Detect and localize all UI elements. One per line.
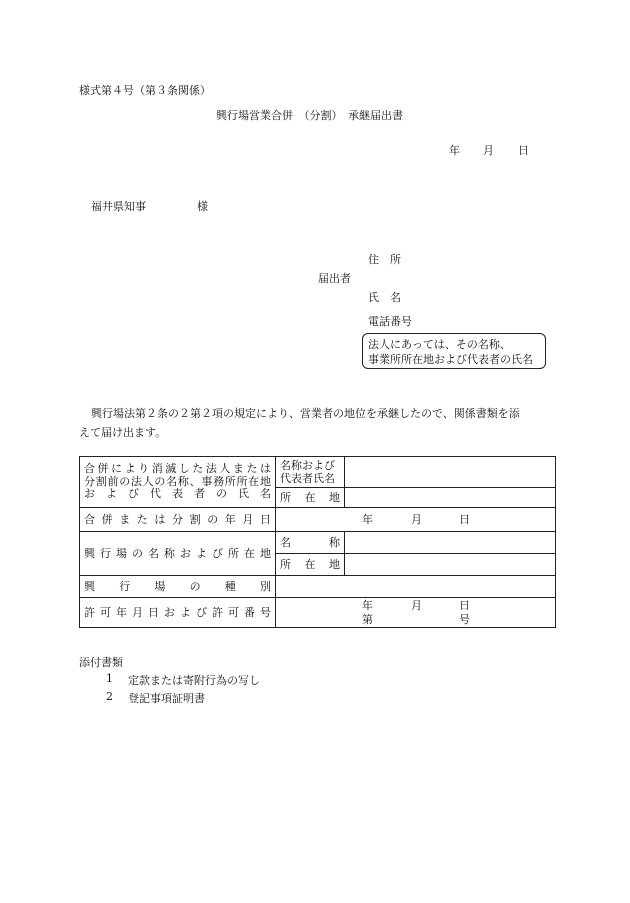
applicant-name-label: 氏 名 xyxy=(368,291,401,304)
merged-corp-label: 合併により消滅した法人または 分割前の法人の名称、事務所所在地 および代表者の氏名 xyxy=(80,457,276,508)
table-row xyxy=(80,457,556,488)
applicant-address-label: 住 所 xyxy=(368,253,401,266)
table-row xyxy=(80,576,556,598)
location-value[interactable] xyxy=(345,488,556,508)
table-row xyxy=(80,598,556,628)
attachment-2-number: 2 xyxy=(106,690,113,703)
name-representative-label: 名称および 代表者氏名 xyxy=(276,457,345,488)
date-year: 年 xyxy=(449,144,460,157)
name-representative-value[interactable] xyxy=(345,457,556,488)
table-row xyxy=(80,532,556,554)
location-label: 所在地 xyxy=(276,488,345,508)
form-number: 様式第４号（第３条関係） xyxy=(79,84,211,97)
permit-date-number-value[interactable]: 年 月 日 第 号 xyxy=(276,598,556,628)
applicant-label: 届出者 xyxy=(318,272,351,285)
body-text-line1: 興行場法第２条の２第２項の規定により、営業者の地位を承継したので、関係書類を添 xyxy=(91,407,520,420)
venue-type-value[interactable] xyxy=(276,576,556,598)
corporate-note-line2: 事業所所在地および代表者の氏名 xyxy=(368,353,533,366)
body-text-line2: えて届け出ます。 xyxy=(79,426,167,439)
merger-date-value[interactable]: 年 月 日 xyxy=(276,508,556,532)
notification-table xyxy=(79,456,556,628)
venue-location-label: 所在地 xyxy=(276,554,345,576)
venue-location-value[interactable] xyxy=(345,554,556,576)
merger-date-label: 合併または分割の年月日 xyxy=(80,508,276,532)
venue-type-label: 興行場の種別 xyxy=(80,576,276,598)
applicant-phone-label: 電話番号 xyxy=(368,315,412,328)
date-month: 月 xyxy=(483,144,494,157)
venue-name-location-label: 興行場の名称および所在地 xyxy=(80,532,276,576)
addressee-name: 福井県知事 xyxy=(91,200,146,213)
venue-name-value[interactable] xyxy=(345,532,556,554)
attachments-title: 添付書類 xyxy=(79,656,123,669)
attachment-1-text: 定款または寄附行為の写し xyxy=(128,674,260,687)
attachment-1-number: 1 xyxy=(106,672,113,685)
attachment-2-text: 登記事項証明書 xyxy=(128,692,205,705)
addressee-honorific: 様 xyxy=(197,200,208,213)
permit-date-number-label: 許可年月日および許可番号 xyxy=(80,598,276,628)
document-title: 興行場営業合併 （分割） 承継届出書 xyxy=(216,109,403,122)
corporate-note-line1: 法人にあっては、その名称、 xyxy=(368,338,511,351)
date-day: 日 xyxy=(518,144,529,157)
venue-name-label: 名称 xyxy=(276,532,345,554)
table-row xyxy=(80,508,556,532)
